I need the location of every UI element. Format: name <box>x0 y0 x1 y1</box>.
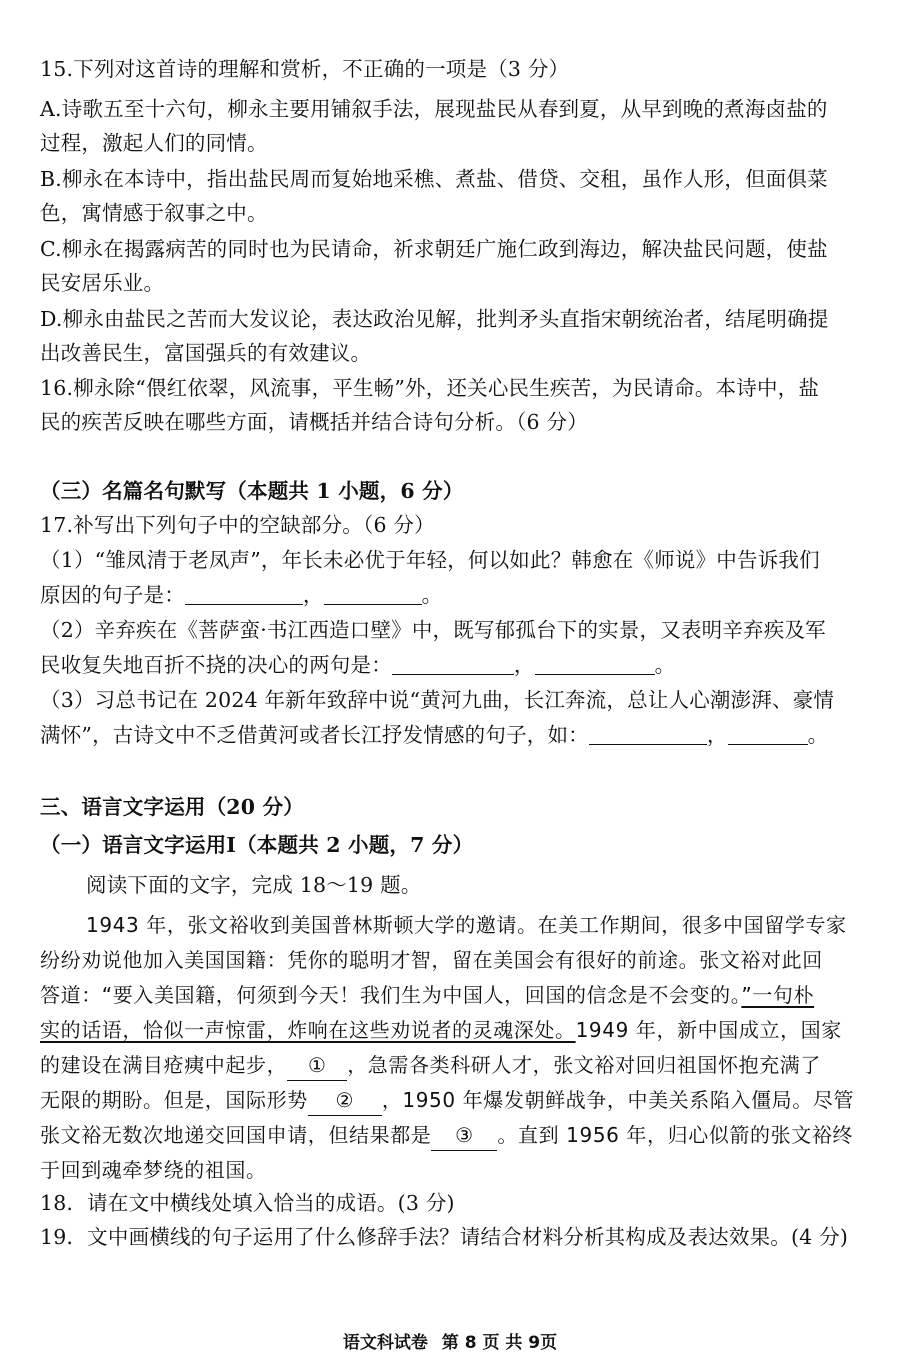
passage-line: 纷纷劝说他加入美国国籍：凭你的聪明才智，留在美国会有很好的前途。张文裕对此回 <box>40 948 823 972</box>
passage-text: 的建设在满目疮痍中起步， <box>40 1053 288 1077</box>
passage-text: 答道：“要入美国籍，何须到今天！我们生为中国人，回国的信念是不会变的。 <box>40 983 742 1007</box>
passage-line <box>40 1120 870 1151</box>
passage-text: ，1950 年爆发朝鲜战争，中美关系陷入僵局。尽管 <box>381 1088 855 1112</box>
q17-part2-prompt: 民收复失地百折不挠的决心的两句是： <box>40 653 392 677</box>
comma: ， <box>513 653 535 677</box>
q17-part1-line2 <box>40 580 870 610</box>
comma: ， <box>706 723 728 747</box>
passage-text: 无限的期盼。但是，国际形势 <box>40 1088 308 1112</box>
q19-stem: 19．文中画横线的句子运用了什么修辞手法？请结合材料分析其构成及表达效果。(4 分) <box>40 1225 849 1249</box>
subsection-header: （一）语言文字运用Ⅰ（本题共 2 小题，7 分） <box>40 833 474 857</box>
passage-line <box>40 1015 870 1045</box>
q18-stem: 18．请在文中横线处填入恰当的成语。(3 分) <box>40 1191 455 1215</box>
q15-option-a-line2: 过程，激起人们的同情。 <box>40 131 268 155</box>
q17-part1-prompt: 原因的句子是： <box>40 583 185 607</box>
blank-marker-2[interactable]: ② <box>308 1085 382 1116</box>
passage-text: 张文裕无数次地递交回国申请，但结果都是 <box>40 1123 432 1147</box>
q15-option-c-line2: 民安居乐业。 <box>40 271 165 295</box>
q17-part3-line1: （3）习总书记在 2024 年新年致辞中说“黄河九曲，长江奔流，总让人心潮澎湃、豪情 <box>40 688 835 712</box>
q15-option-d-line2: 出改善民生，富国强兵的有效建议。 <box>40 341 372 365</box>
answer-blank[interactable] <box>392 654 514 675</box>
q15-option-b-line2: 色，寓情感于叙事之中。 <box>40 201 268 225</box>
answer-blank[interactable] <box>589 724 707 745</box>
q15-option-b-line1: B.柳永在本诗中，指出盐民周而复始地采樵、煮盐、借贷、交租，虽作人形，但面俱菜 <box>40 167 828 191</box>
q17-stem: 17.补写出下列句子中的空缺部分。（6 分） <box>40 513 435 537</box>
section-dictation-header: （三）名篇名句默写（本题共 1 小题，6 分） <box>40 479 464 503</box>
q15-option-c-line1: C.柳永在揭露病苦的同时也为民请命，祈求朝廷广施仁政到海边，解决盐民问题，使盐 <box>40 237 828 261</box>
passage-line: 于回到魂牵梦绕的祖国。 <box>40 1158 267 1182</box>
footer-page-number: 第 8 页 共 9页 <box>441 1333 558 1353</box>
period: 。 <box>654 653 676 677</box>
answer-blank[interactable] <box>324 584 422 605</box>
q15-option-a-line1: A.诗歌五至十六句，柳永主要用铺叙手法，展现盐民从春到夏，从早到晚的煮海卤盐的 <box>40 97 828 121</box>
footer-subject: 语文科试卷 <box>342 1333 428 1353</box>
underlined-sentence: ”一句朴 <box>741 983 815 1007</box>
q16-line2: 民的疾苦反映在哪些方面，请概括并结合诗句分析。（6 分） <box>40 410 588 434</box>
passage-line <box>40 1085 870 1116</box>
period: 。 <box>421 583 443 607</box>
passage-line <box>40 980 870 1010</box>
q15-option-d-line1: D.柳永由盐民之苦而大发议论，表达政治见解，批判矛头直指宋朝统治者，结尾明确提 <box>40 307 829 331</box>
blank-marker-1[interactable]: ① <box>287 1050 347 1081</box>
answer-blank[interactable] <box>728 724 808 745</box>
passage-line: 1943 年，张文裕收到美国普林斯顿大学的邀请。在美工作期间，很多中国留学专家 <box>86 913 847 937</box>
passage-text: 1949 年，新中国成立，国家 <box>575 1018 842 1042</box>
answer-blank[interactable] <box>535 654 655 675</box>
page-footer <box>0 1328 900 1353</box>
part3-header: 三、语言文字运用（20 分） <box>40 795 304 819</box>
q16-line1: 16.柳永除“偎红依翠，风流事，平生畅”外，还关心民生疾苦，为民请命。本诗中，盐 <box>40 376 820 400</box>
answer-blank[interactable] <box>185 584 303 605</box>
period: 。 <box>807 723 829 747</box>
passage-line <box>40 1050 870 1081</box>
passage-text: ，急需各类科研人才，张文裕对回归祖国怀抱充满了 <box>347 1053 822 1077</box>
q17-part3-prompt: 满怀”，古诗文中不乏借黄河或者长江抒发情感的句子，如： <box>40 723 589 747</box>
q17-part1-line1: （1）“雏凤清于老凤声”，年长未必优于年轻，何以如此？韩愈在《师说》中告诉我们 <box>40 548 820 572</box>
q17-part2-line2 <box>40 650 870 680</box>
underlined-sentence: 实的话语，恰似一声惊雷，炸响在这些劝说者的灵魂深处。 <box>40 1018 576 1042</box>
passage-text: 。直到 1956 年，归心似箭的张文裕终 <box>497 1123 854 1147</box>
comma: ， <box>302 583 324 607</box>
reading-instruction: 阅读下面的文字，完成 18～19 题。 <box>86 873 422 897</box>
q17-part3-line2 <box>40 720 870 750</box>
blank-marker-3[interactable]: ③ <box>431 1120 497 1151</box>
q17-part2-line1: （2）辛弃疾在《菩萨蛮·书江西造口壁》中，既写郁孤台下的实景，又表明辛弃疾及军 <box>40 618 826 642</box>
q15-stem: 15.下列对这首诗的理解和赏析，不正确的一项是（3 分） <box>40 57 570 81</box>
